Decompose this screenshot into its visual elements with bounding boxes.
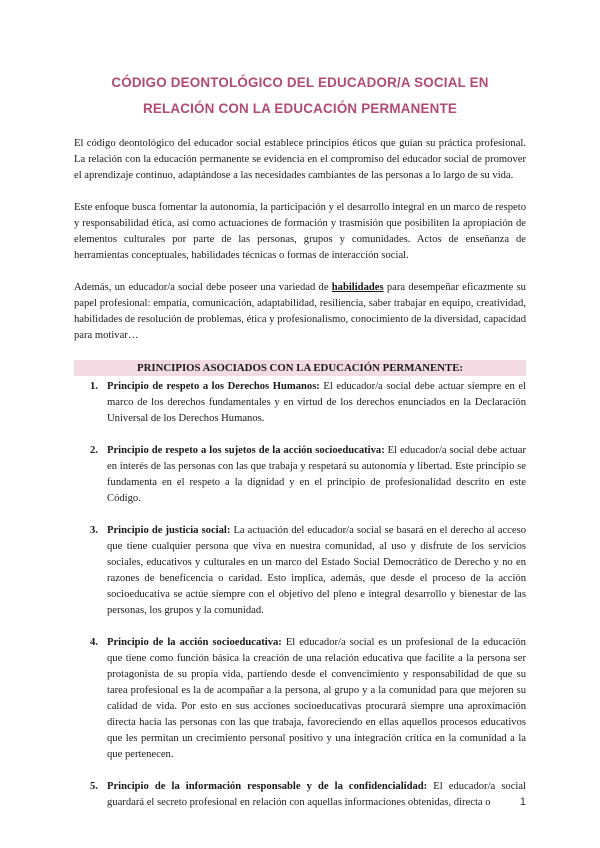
skills-keyword: habilidades — [331, 282, 384, 293]
title-line-2: RELACIÓN CON LA EDUCACIÓN PERMANENTE — [143, 101, 457, 116]
principle-title: Principio de justicia social: — [107, 525, 231, 536]
principle-title: Principio de respeto a los sujetos de la acción socioeducativa: — [107, 445, 385, 456]
page-number: 1 — [519, 796, 526, 808]
principle-text: El educador/a social es un profesional de la educación que tiene como función básica la creación de una relación educativa que facilite a la persona ser protagonista de su propia vida, partiendo desde el convencimiento y responsabilidad de que su tarea profesional es la de acompañar a la persona, al grupo y a la comunidad para que mejoren su calidad de vida. Por esto en sus acciones socioeducativas procurará siempre una aproximación directa hacia las personas con las que trabaja, favoreciendo en ellas aquellos procesos educativos que les permitan un crecimiento personal positivo y una integración crítica en la comunidad a la que pertenecen. — [107, 637, 526, 760]
principle-title: Principio de respeto a los Derechos Humanos: — [107, 381, 320, 392]
principle-item — [74, 443, 526, 507]
document-body — [74, 136, 526, 827]
intro-paragraph-1: El código deontológico del educador social establece principios éticos que guían su práctica profesional. La relación con la educación permanente se evidencia en el compromiso del educador social de promover el aprendizaje continuo, adaptándose a las necesidades cambiantes de las personas a lo largo de su vida. — [74, 138, 526, 181]
intro-paragraph-2: Este enfoque busca fomentar la autonomía, la participación y el desarrollo integral en un marco de respeto y responsabilidad ética, así como actuaciones de formación y trasmisión que posibiliten la apropiación de elementos culturales por parte de las personas, grupos y comunidades. Actos de enseñanza de herramientas conceptuales, habilidades técnicas o formas de interacción social. — [74, 202, 526, 261]
principles-heading: PRINCIPIOS ASOCIADOS CON LA EDUCACIÓN PERMANENTE: — [74, 360, 526, 376]
principle-number: 3. — [90, 525, 98, 536]
principle-item — [74, 523, 526, 619]
principle-number: 4. — [90, 637, 98, 648]
skills-text-after: para desempeñar eficazmente su papel profesional: empatía, comunicación, adaptabilidad, resiliencia, saber trabajar en equipo, creatividad, habilidades de resolución de problemas, ética y profesionalismo, conocimiento de la diversidad, capacidad para motivar… — [74, 282, 526, 341]
principles-list — [74, 379, 526, 811]
skills-paragraph — [74, 280, 526, 344]
principle-number: 1. — [90, 381, 98, 392]
principle-item — [74, 779, 526, 811]
principle-number: 5. — [90, 781, 98, 792]
principle-item — [74, 379, 526, 427]
principle-text: El educador/a social guardará el secreto profesional en relación con aquellas informaciones obtenidas, directa o — [107, 781, 526, 808]
principle-item — [74, 635, 526, 763]
title-line-1: CÓDIGO DEONTOLÓGICO DEL EDUCADOR/A SOCIAL EN — [111, 75, 489, 90]
principle-text: El educador/a social debe actuar en interés de las personas con las que trabaja y respetará su autonomía y libertad. Este principio se fundamenta en el respeto a la dignidad y en el principio de profesionalidad descrito en este Código. — [107, 445, 526, 504]
skills-text-before: Además, un educador/a social debe poseer una variedad de — [74, 282, 332, 293]
principle-title: Principio de la acción socioeducativa: — [107, 637, 282, 648]
principle-text: La actuación del educador/a social se basará en el derecho al acceso que tiene cualquier persona que viva en nuestra comunidad, al uso y disfrute de los servicios sociales, educativos y culturales en un marco del Estado Social Democrático de Derecho y no en razones de beneficencia o caridad. Esto implica, además, que desde el proceso de la acción socioeducativa se actúe siempre con el objetivo del pleno e integral desarrollo y bienestar de las personas, los grupos y la comunidad. — [107, 525, 526, 616]
principle-number: 2. — [90, 445, 98, 456]
principle-text: El educador/a social debe actuar siempre en el marco de los derechos fundamentales y en virtud de los derechos enunciados en la Declaración Universal de los Derechos Humanos. — [107, 381, 526, 424]
principle-title: Principio de la información responsable y de la confidencialidad: — [107, 781, 428, 792]
document-title — [60, 70, 540, 122]
